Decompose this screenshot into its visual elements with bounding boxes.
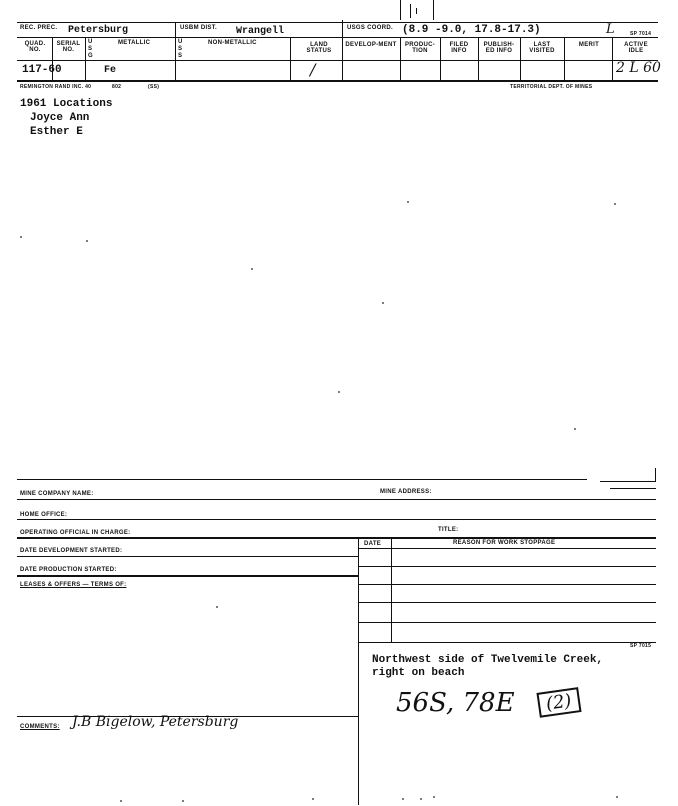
merit-label: MERIT	[578, 42, 600, 48]
home-office-label: HOME OFFICE:	[20, 512, 68, 518]
development-label: DEVELOP-MENT	[345, 42, 397, 48]
usg-letter-3: G	[88, 53, 93, 59]
operating-official-label: OPERATING OFFICIAL IN CHARGE:	[20, 530, 131, 536]
binder-tab	[400, 0, 434, 20]
uss-letter-2: S	[178, 46, 183, 52]
quad-no-value: 117-60	[22, 64, 62, 76]
serial-no-label: SERIAL NO.	[56, 41, 81, 53]
location-item: Esther E	[30, 126, 83, 138]
imprint-left: REMINGTON RAND INC. 40	[20, 84, 92, 90]
usgs-coord-label: USGS COORD.	[347, 25, 393, 31]
usgs-coord-value: (8.9 -9.0, 17.8-17.3)	[402, 24, 541, 36]
metallic-value: Fe	[104, 65, 117, 76]
location-item: Joyce Ann	[30, 112, 90, 124]
comments-label: COMMENTS:	[20, 724, 60, 730]
comments-value: J.B Bigelow, Petersburg	[72, 714, 239, 730]
usbm-dist-label: USBM DIST.	[180, 25, 218, 31]
usg-letter-2: S	[88, 46, 93, 52]
mine-company-name-label: MINE COMPANY NAME:	[20, 491, 94, 497]
locations-heading: 1961 Locations	[20, 98, 113, 110]
imprint-code2: (SS)	[148, 84, 160, 90]
date-label: DATE	[364, 541, 382, 547]
title-label: TITLE:	[438, 527, 459, 533]
usg-letter-1: U	[88, 39, 93, 45]
date-development-started-label: DATE DEVELOPMENT STARTED:	[20, 548, 123, 554]
corner-mark: L	[606, 22, 615, 37]
location-note-line2: right on beach	[372, 667, 465, 679]
published-info-label: PUBLISH-ED INFO	[483, 42, 515, 54]
land-status-value: /	[310, 60, 316, 79]
active-idle-label: ACTIVE IDLE	[624, 42, 648, 54]
usbm-dist-value: Wrangell	[236, 26, 285, 37]
date-production-started-label: DATE PRODUCTION STARTED:	[20, 567, 117, 573]
uss-letter-1: U	[178, 39, 183, 45]
form-number-top: SP 7014	[630, 31, 652, 37]
boxed-number: (2)	[536, 687, 581, 718]
imprint-right: TERRITORIAL DEPT. OF MINES	[510, 84, 593, 90]
reason-work-stoppage-label: REASON FOR WORK STOPPAGE	[453, 540, 556, 546]
township-range-coords: 56S, 78E	[396, 688, 515, 718]
non-metallic-label: NON-METALLIC	[208, 40, 257, 46]
metallic-label: METALLIC	[118, 40, 151, 46]
active-idle-value: 2 L 60	[616, 60, 661, 76]
location-note-line1: Northwest side of Twelvemile Creek,	[372, 654, 604, 666]
rec-prec-label: REC. PREC.	[20, 25, 58, 31]
form-number-bottom: SP 7015	[630, 643, 652, 649]
filed-info-label: FILED INFO	[449, 42, 469, 54]
quad-no-label: QUAD. NO.	[24, 41, 46, 53]
last-visited-label: LAST VISITED	[529, 42, 555, 54]
imprint-code1: 802	[112, 84, 122, 90]
mine-address-label: MINE ADDRESS:	[380, 489, 432, 495]
leases-offers-label: LEASES & OFFERS — TERMS OF:	[20, 582, 127, 588]
production-label: PRODUC-TION	[404, 42, 436, 54]
rec-prec-value: Petersburg	[68, 25, 129, 36]
uss-letter-3: S	[178, 53, 183, 59]
land-status-label: LAND STATUS	[306, 42, 332, 54]
